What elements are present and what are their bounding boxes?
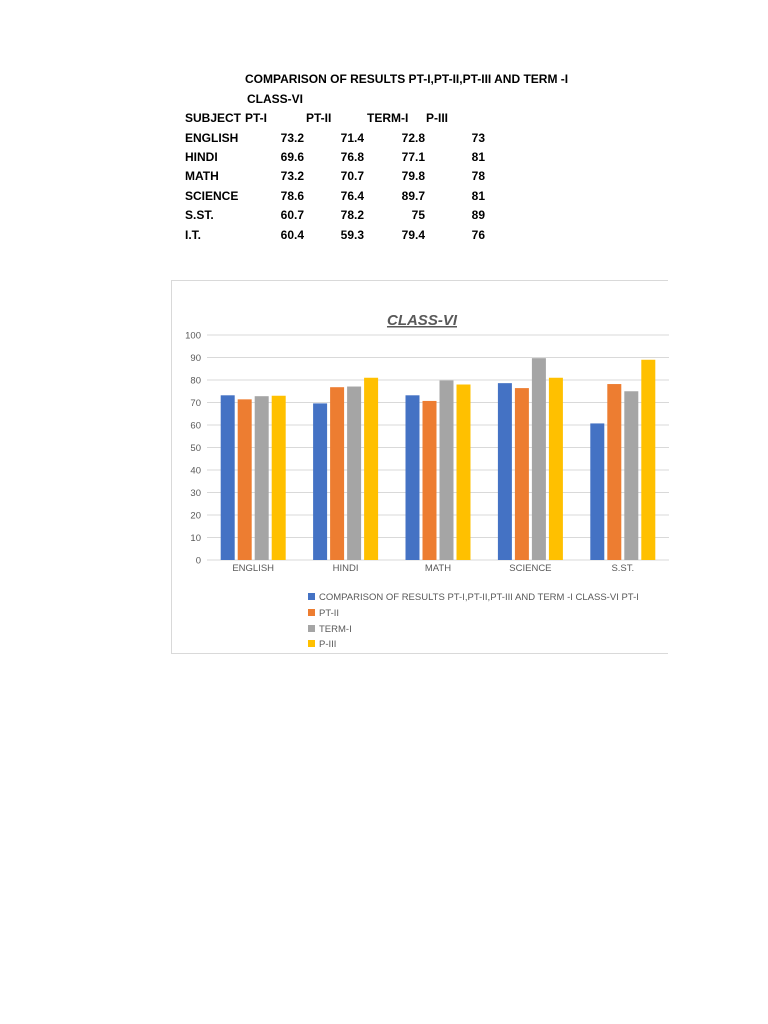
bar: [457, 385, 471, 561]
table-cell-value: 79.8: [401, 169, 425, 183]
bar: [641, 360, 655, 560]
table-cell-subject: MATH: [185, 169, 219, 183]
table-cell-value: 75: [411, 208, 425, 222]
bar: [624, 391, 638, 560]
bar: [532, 358, 546, 560]
x-tick-label: SCIENCE: [509, 563, 552, 574]
table-cell-value: 78: [471, 169, 485, 183]
y-tick-label: 70: [190, 398, 201, 409]
header-pt2: PT-II: [306, 111, 332, 125]
table-cell-value: 77.1: [401, 150, 425, 164]
y-tick-label: 50: [190, 443, 201, 454]
y-tick-label: 90: [190, 353, 201, 364]
table-cell-subject: ENGLISH: [185, 131, 239, 145]
table-cell-subject: SCIENCE: [185, 189, 239, 203]
legend-label: TERM-I: [319, 624, 352, 635]
table-cell-value: 89.7: [401, 189, 425, 203]
table-cell-value: 60.4: [280, 228, 304, 242]
legend-swatch: [308, 640, 315, 647]
legend-label: P-III: [319, 639, 337, 650]
table-cell-value: 81: [471, 189, 485, 203]
bar: [590, 423, 604, 560]
class-label: CLASS-VI: [247, 92, 304, 106]
chart-area: [171, 280, 668, 654]
bar: [515, 388, 529, 560]
bar: [423, 401, 437, 560]
bar: [221, 395, 235, 560]
x-tick-label: HINDI: [332, 563, 359, 574]
header-term1: TERM-I: [367, 111, 409, 125]
table-cell-subject: I.T.: [185, 228, 202, 242]
bar: [272, 396, 286, 560]
table-cell-value: 73.2: [280, 131, 304, 145]
legend-item-pt1: [308, 592, 639, 604]
table-cell-value: 60.7: [280, 208, 304, 222]
table-cell-subject: HINDI: [185, 150, 218, 164]
legend-item-pt2: [308, 608, 339, 620]
table-cell-subject: S.ST.: [185, 208, 214, 222]
header-pt1: PT-I: [245, 111, 268, 125]
bar: [406, 395, 420, 560]
y-tick-label: 20: [190, 510, 201, 522]
table-cell-value: 73.2: [280, 169, 304, 183]
legend-item-term1: [308, 624, 352, 636]
x-tick-label: ENGLISH: [232, 563, 275, 574]
legend-label: COMPARISON OF RESULTS PT-I,PT-II,PT-III AND TERM -I CLASS-VI PT-I: [319, 592, 639, 603]
y-tick-label: 30: [190, 488, 201, 499]
legend-swatch: [308, 609, 315, 616]
table-cell-value: 89: [471, 208, 485, 222]
header-subject: SUBJECT: [185, 111, 242, 125]
y-tick-label: 10: [190, 533, 201, 544]
y-tick-label: 100: [185, 330, 201, 342]
table-cell-value: 76.8: [340, 150, 364, 164]
report-title: COMPARISON OF RESULTS PT-I,PT-II,PT-III AND TERM -I: [245, 72, 569, 86]
chart-title: CLASS-VI: [386, 312, 458, 329]
y-tick-label: 0: [195, 555, 201, 567]
legend-item-p3: [308, 639, 336, 651]
bar: [498, 383, 512, 560]
legend-swatch: [308, 625, 315, 632]
x-tick-label: MATH: [424, 563, 452, 574]
table-cell-value: 79.4: [401, 228, 425, 242]
table-cell-value: 72.8: [401, 131, 425, 145]
y-tick-label: 80: [190, 375, 201, 387]
y-tick-label: 40: [190, 465, 201, 477]
legend-label: PT-II: [319, 608, 340, 619]
bar: [607, 384, 621, 560]
table-cell-value: 70.7: [340, 169, 364, 183]
table-cell-value: 76: [471, 228, 485, 242]
header-p3: P-III: [426, 111, 449, 125]
bar: [440, 380, 454, 560]
table-cell-value: 81: [471, 150, 485, 164]
x-tick-label: S.ST.: [611, 563, 635, 574]
bar: [347, 387, 361, 560]
bar: [364, 378, 378, 560]
table-cell-value: 78.6: [280, 189, 304, 203]
bar: [313, 403, 327, 560]
table-cell-value: 76.4: [340, 189, 364, 203]
table-cell-value: 73: [471, 131, 485, 145]
table-cell-value: 59.3: [340, 228, 364, 242]
table-cell-value: 71.4: [340, 131, 364, 145]
y-tick-label: 60: [190, 420, 201, 432]
bar: [255, 396, 269, 560]
bar: [549, 378, 563, 560]
bar: [238, 399, 252, 560]
legend-swatch: [308, 593, 315, 600]
table-cell-value: 78.2: [340, 208, 364, 222]
table-cell-value: 69.6: [280, 150, 304, 164]
bar: [330, 387, 344, 560]
